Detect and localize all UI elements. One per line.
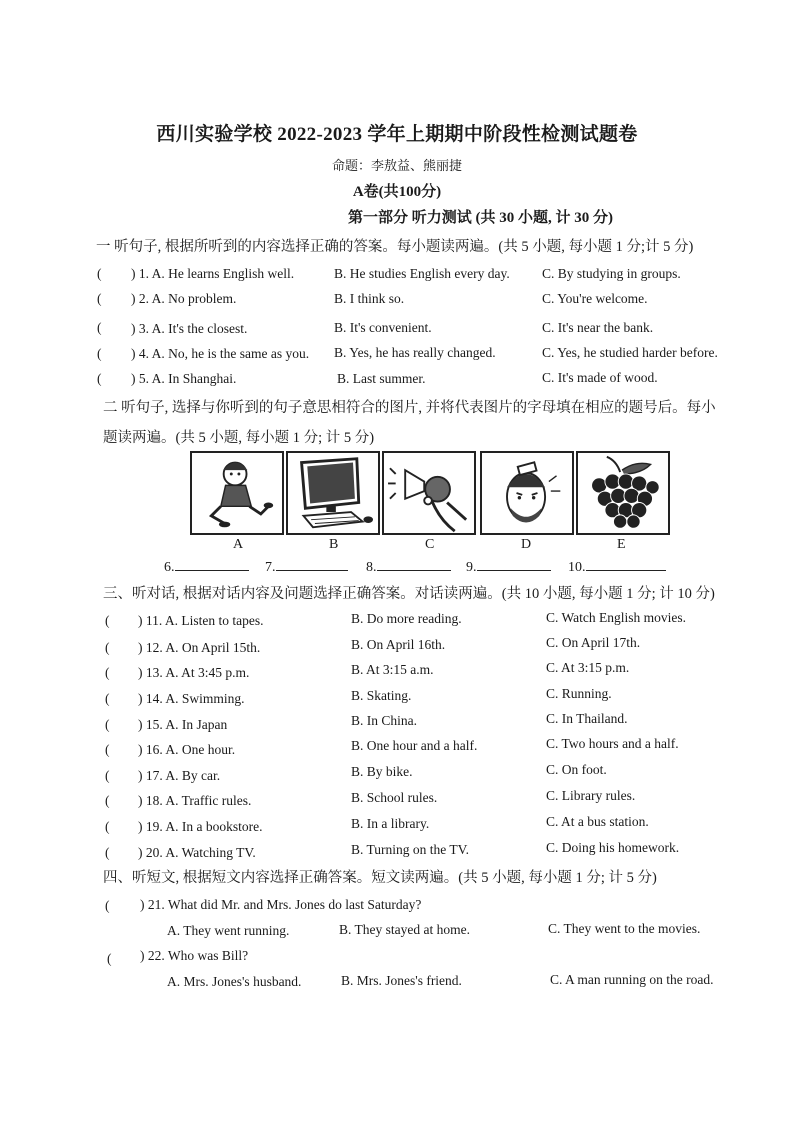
question-option-a: ) 14. A. Swimming. xyxy=(138,691,245,706)
question-option-a: ) 15. A. In Japan xyxy=(138,717,228,732)
question-option-c: C. Library rules. xyxy=(546,788,636,803)
question-option-b: B. Mrs. Jones's friend. xyxy=(341,973,462,988)
question-option-a: ) 20. A. Watching TV. xyxy=(138,845,256,860)
answer-paren[interactable]: ( xyxy=(105,691,110,706)
picture-b xyxy=(286,451,380,535)
question-option-c: C. A man running on the road. xyxy=(550,972,714,987)
question-option-c: C. In Thailand. xyxy=(546,711,628,726)
girl-sitting-icon xyxy=(192,453,282,533)
picture-e xyxy=(576,451,670,535)
blank-line[interactable] xyxy=(377,556,451,571)
answer-paren[interactable]: ( xyxy=(105,845,110,860)
question-option-b: B. School rules. xyxy=(351,790,438,805)
blank-line[interactable] xyxy=(586,556,666,571)
question-option-c: C. On foot. xyxy=(546,762,607,777)
question-option-b: B. They stayed at home. xyxy=(339,922,470,937)
section-3-heading: 三、听对话, 根据对话内容及问题选择正确答案。对话读两遍。(共 10 小题, 每小题 1 分; 计 10 分) xyxy=(103,586,715,602)
section-2-heading: 二 听句子, 选择与你听到的句子意思相符合的图片, 并将代表图片的字母填在相应的题号后。每小 xyxy=(103,400,716,416)
answer-paren[interactable]: ( xyxy=(97,346,102,361)
answer-paren[interactable]: ( xyxy=(105,742,110,757)
question-option-a: ) 5. A. In Shanghai. xyxy=(131,371,237,386)
question-option-a: ) 11. A. Listen to tapes. xyxy=(138,613,264,628)
question-option-b: B. At 3:15 a.m. xyxy=(351,662,434,677)
question-option-c: C. You're welcome. xyxy=(542,291,648,306)
part-heading: 第一部分 听力测试 (共 30 小题, 计 30 分) xyxy=(348,210,613,226)
blank-line[interactable] xyxy=(175,556,249,571)
blank-number: 8. xyxy=(366,560,377,575)
question-option-b: B. He studies English every day. xyxy=(334,266,510,281)
answer-paren[interactable]: ( xyxy=(107,951,112,966)
question-option-b: B. In China. xyxy=(351,713,417,728)
picture-label-b: B xyxy=(329,537,339,552)
answer-blank[interactable] xyxy=(466,556,551,576)
answer-paren[interactable]: ( xyxy=(97,371,102,386)
question-option-b: B. Skating. xyxy=(351,688,412,703)
question-option-b: B. It's convenient. xyxy=(334,320,432,335)
question-option-c: C. Yes, he studied harder before. xyxy=(542,345,718,360)
question-option-a: ) 16. A. One hour. xyxy=(138,742,236,757)
answer-paren[interactable]: ( xyxy=(105,665,110,680)
sick-man-icon xyxy=(482,453,572,533)
exam-setters: 命题：李敖益、熊丽捷 xyxy=(331,158,462,173)
answer-blank[interactable] xyxy=(568,556,666,576)
question-option-a: ) 17. A. By car. xyxy=(138,768,221,783)
question-option-b: B. Turning on the TV. xyxy=(351,842,470,857)
question-option-c: C. Running. xyxy=(546,686,612,701)
question-option-b: B. Last summer. xyxy=(337,371,426,386)
question-option-a: A. Mrs. Jones's husband. xyxy=(167,974,302,989)
question-option-a: ) 3. A. It's the closest. xyxy=(131,321,248,336)
man-shouting-megaphone-icon xyxy=(384,453,474,533)
question-option-a: ) 18. A. Traffic rules. xyxy=(138,793,252,808)
question-option-c: C. At a bus station. xyxy=(546,814,649,829)
question-option-a: A. They went running. xyxy=(167,923,290,938)
question-option-b: B. I think so. xyxy=(334,291,405,306)
question-option-a: ) 1. A. He learns English well. xyxy=(131,266,295,281)
picture-label-d: D xyxy=(521,537,532,552)
question-option-a: ) 4. A. No, he is the same as you. xyxy=(131,346,310,361)
question-option-a: ) 2. A. No problem. xyxy=(131,291,237,306)
question-option-c: C. On April 17th. xyxy=(546,635,641,650)
picture-a xyxy=(190,451,284,535)
answer-paren[interactable]: ( xyxy=(105,640,110,655)
answer-blank[interactable] xyxy=(164,556,249,576)
answer-paren[interactable]: ( xyxy=(105,768,110,783)
picture-d xyxy=(480,451,574,535)
section-1-heading: 一 听句子, 根据所听到的内容选择正确的答案。每小题读两遍。(共 5 小题, 每小题 1 分;计 5 分) xyxy=(96,239,694,255)
computer-icon xyxy=(288,453,378,533)
question-option-c: C. By studying in groups. xyxy=(542,266,681,281)
question-option-b: B. Yes, he has really changed. xyxy=(334,345,496,360)
picture-label-e: E xyxy=(617,537,626,552)
question-stem: ) 21. What did Mr. and Mrs. Jones do last Saturday? xyxy=(140,897,422,912)
blank-number: 7. xyxy=(265,560,276,575)
blank-number: 6. xyxy=(164,560,175,575)
question-option-c: C. At 3:15 p.m. xyxy=(546,660,630,675)
section-4-heading: 四、听短文, 根据短文内容选择正确答案。短文读两遍。(共 5 小题, 每小题 1 分; 计 5 分) xyxy=(103,870,657,886)
answer-paren[interactable]: ( xyxy=(97,320,102,335)
question-option-b: B. Do more reading. xyxy=(351,611,462,626)
blank-number: 9. xyxy=(466,560,477,575)
question-option-c: C. Two hours and a half. xyxy=(546,736,679,751)
picture-label-c: C xyxy=(425,537,435,552)
question-option-c: C. It's near the bank. xyxy=(542,320,654,335)
answer-paren[interactable]: ( xyxy=(105,898,110,913)
question-option-a: ) 13. A. At 3:45 p.m. xyxy=(138,665,250,680)
question-option-b: B. By bike. xyxy=(351,764,413,779)
question-option-b: B. In a library. xyxy=(351,816,430,831)
question-option-c: C. It's made of wood. xyxy=(542,370,658,385)
question-option-a: ) 12. A. On April 15th. xyxy=(138,640,261,655)
answer-paren[interactable]: ( xyxy=(105,613,110,628)
exam-title: 西川实验学校 2022-2023 学年上期期中阶段性检测试题卷 xyxy=(156,124,638,145)
answer-paren[interactable]: ( xyxy=(97,266,102,281)
question-option-c: C. Watch English movies. xyxy=(546,610,687,625)
answer-paren[interactable]: ( xyxy=(105,717,110,732)
volume-label: A卷(共100分) xyxy=(352,184,442,200)
answer-blank[interactable] xyxy=(265,556,348,576)
blank-line[interactable] xyxy=(276,556,348,571)
question-option-b: B. On April 16th. xyxy=(351,637,446,652)
picture-c xyxy=(382,451,476,535)
answer-paren[interactable]: ( xyxy=(105,793,110,808)
answer-paren[interactable]: ( xyxy=(97,291,102,306)
question-option-b: B. One hour and a half. xyxy=(351,738,478,753)
question-stem: ) 22. Who was Bill? xyxy=(140,948,249,963)
grapes-icon xyxy=(578,453,668,533)
blank-line[interactable] xyxy=(477,556,551,571)
answer-blank[interactable] xyxy=(366,556,451,576)
question-option-a: ) 19. A. In a bookstore. xyxy=(138,819,263,834)
question-option-c: C. They went to the movies. xyxy=(548,921,701,936)
answer-paren[interactable]: ( xyxy=(105,819,110,834)
picture-label-a: A xyxy=(233,537,244,552)
section-2-heading-cont: 题读两遍。(共 5 小题, 每小题 1 分; 计 5 分) xyxy=(103,430,375,446)
question-option-c: C. Doing his homework. xyxy=(546,840,680,855)
blank-number: 10. xyxy=(568,560,586,575)
